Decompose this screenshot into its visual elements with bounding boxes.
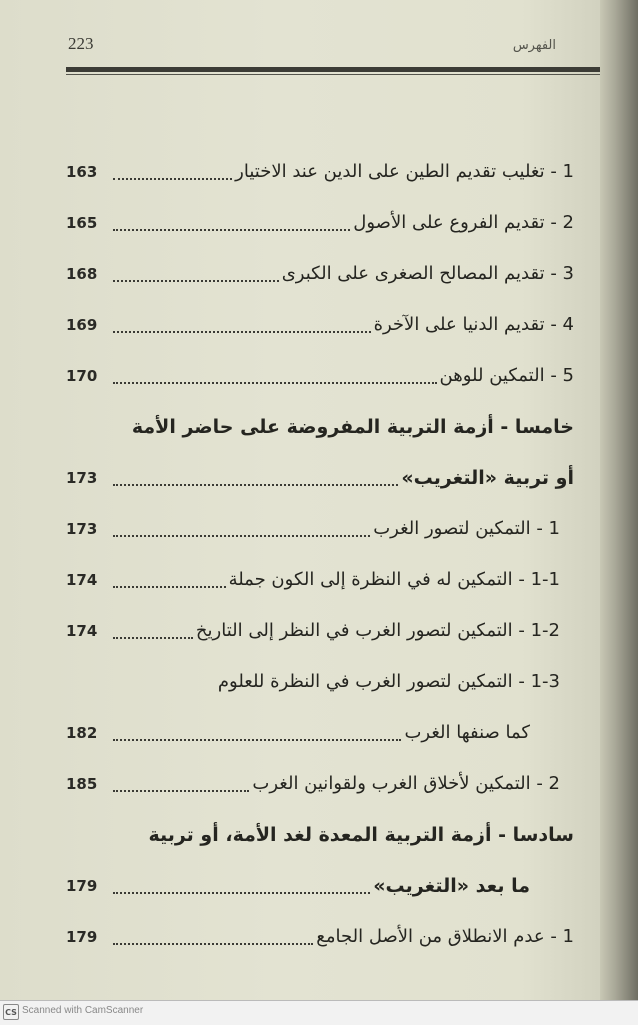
toc-text: 2 - تقديم الفروع على الأصول — [353, 212, 574, 233]
toc-page: 170 — [66, 366, 98, 385]
page-number: 223 — [68, 34, 94, 53]
toc-text: 3 - تقديم المصالح الصغرى على الكبرى — [281, 263, 574, 284]
dot-leader — [113, 929, 313, 945]
toc-page: 185 — [66, 774, 98, 793]
table-of-contents — [66, 146, 574, 962]
toc-text: 1-1 - التمكين له في النظرة إلى الكون جملة — [228, 569, 560, 590]
toc-section-heading — [66, 401, 574, 452]
toc-entry — [66, 146, 574, 197]
toc-page: 168 — [66, 264, 98, 283]
dot-leader — [113, 878, 370, 894]
toc-text: ما بعد «التغريب» — [373, 874, 530, 897]
scanner-watermark: Scanned with CamScanner — [22, 1005, 144, 1016]
toc-text: 4 - تقديم الدنيا على الآخرة — [373, 314, 574, 335]
toc-page: 182 — [66, 723, 98, 742]
toc-page: 163 — [66, 162, 98, 181]
page-edge-shadow — [600, 0, 638, 1000]
toc-page: 173 — [66, 468, 98, 487]
toc-entry — [66, 707, 574, 758]
toc-text: 1-2 - التمكين لتصور الغرب في النظر إلى التاريخ — [195, 620, 560, 641]
toc-text: أو تربية «التغريب» — [401, 466, 574, 489]
toc-text: سادسا - أزمة التربية المعدة لغد الأمة، أو تربية — [148, 823, 574, 846]
dot-leader — [113, 215, 350, 231]
toc-text: 1 - تغليب تقديم الطين على الدين عند الاختيار — [235, 161, 574, 182]
toc-entry — [66, 758, 574, 809]
toc-page: 165 — [66, 213, 98, 232]
toc-text: كما صنفها الغرب — [404, 722, 530, 743]
toc-entry — [66, 299, 574, 350]
header-rule-thin — [66, 74, 600, 75]
toc-text: خامسا - أزمة التربية المفروضة على حاضر الأمة — [131, 415, 574, 438]
toc-text: 5 - التمكين للوهن — [439, 365, 574, 386]
dot-leader — [113, 725, 401, 741]
running-title: الفهرس — [512, 38, 556, 53]
toc-entry — [66, 197, 574, 248]
dot-leader — [113, 470, 398, 486]
toc-entry — [66, 605, 574, 656]
toc-section-heading — [66, 809, 574, 860]
toc-entry — [66, 350, 574, 401]
toc-entry — [66, 911, 574, 962]
dot-leader — [113, 266, 279, 282]
dot-leader — [113, 317, 371, 333]
toc-entry — [66, 452, 574, 503]
toc-text: 1-3 - التمكين لتصور الغرب في النظرة للعلوم — [217, 671, 560, 692]
toc-page: 179 — [66, 927, 98, 946]
header-rule — [66, 67, 600, 72]
dot-leader — [113, 368, 437, 384]
dot-leader — [113, 572, 226, 588]
toc-text: 2 - التمكين لأخلاق الغرب ولقوانين الغرب — [252, 773, 560, 794]
dot-leader — [113, 776, 249, 792]
toc-text: 1 - التمكين لتصور الغرب — [373, 518, 560, 539]
toc-page: 174 — [66, 621, 98, 640]
camscanner-logo-icon: CS — [3, 1004, 19, 1020]
toc-entry — [66, 554, 574, 605]
toc-entry — [66, 656, 574, 707]
dot-leader — [113, 164, 232, 180]
toc-text: 1 - عدم الانطلاق من الأصل الجامع — [316, 926, 574, 947]
toc-page: 174 — [66, 570, 98, 589]
dot-leader — [113, 623, 193, 639]
toc-page: 173 — [66, 519, 98, 538]
toc-entry — [66, 248, 574, 299]
toc-entry — [66, 860, 574, 911]
toc-entry — [66, 503, 574, 554]
toc-page: 169 — [66, 315, 98, 334]
toc-page: 179 — [66, 876, 98, 895]
dot-leader — [113, 521, 370, 537]
